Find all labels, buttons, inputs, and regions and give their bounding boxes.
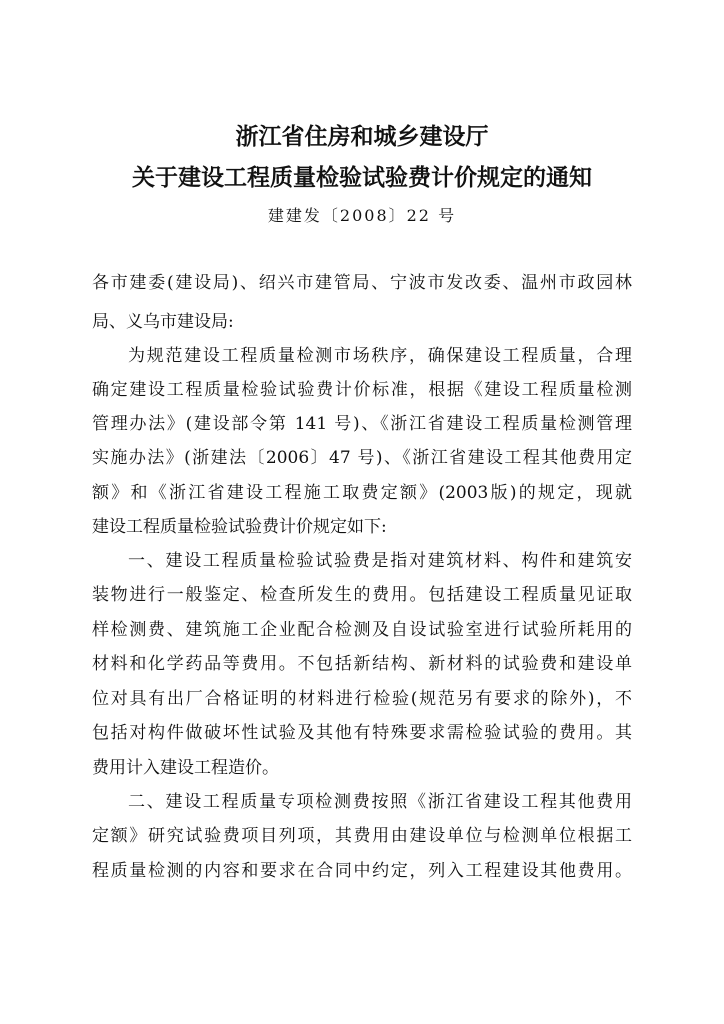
body-line: 确定建设工程质量检验试验费计价标准，根据《建设工程质量检测 [92, 380, 632, 400]
body-line: 一、建设工程质量检验试验费是指对建筑材料、构件和建筑安 [128, 551, 632, 571]
body-line: 二、建设工程质量专项检测费按照《浙江省建设工程其他费用 [128, 792, 632, 812]
document-title-line2: 关于建设工程质量检验试验费计价规定的通知 [132, 164, 592, 191]
body-line: 费用计入建设工程造价。 [92, 758, 279, 778]
body-line: 局、义乌市建设局: [92, 312, 234, 332]
body-line: 样检测费、建筑施工企业配合检测及自设试验室进行试验所耗用的 [92, 620, 632, 640]
body-line: 材料和化学药品等费用。不包括新结构、新材料的试验费和建设单 [92, 654, 632, 674]
body-line: 装物进行一般鉴定、检查所发生的费用。包括建设工程质量见证取 [92, 585, 632, 605]
document-number: 建建发〔2008〕22 号 [267, 206, 457, 225]
body-line: 建设工程质量检验试验费计价规定如下: [92, 517, 387, 537]
body-line: 管理办法》(建设部令第 141 号)、《浙江省建设工程质量检测管理 [92, 414, 632, 434]
body-line: 程质量检测的内容和要求在合同中约定，列入工程建设其他费用。 [92, 861, 632, 881]
body-line: 为规范建设工程质量检测市场秩序，确保建设工程质量，合理 [128, 346, 632, 366]
body-line: 实施办法》(浙建法〔2006〕47 号)、《浙江省建设工程其他费用定 [92, 448, 632, 468]
body-line: 包括对构件做破坏性试验及其他有特殊要求需检验试验的费用。其 [92, 723, 632, 743]
body-line: 额》和《浙江省建设工程施工取费定额》(2003版)的规定，现就 [92, 483, 632, 503]
body-line: 各市建委(建设局)、绍兴市建管局、宁波市发改委、温州市政园林 [92, 273, 632, 293]
body-line: 定额》研究试验费项目列项，其费用由建设单位与检测单位根据工 [92, 826, 632, 846]
document-title-line1: 浙江省住房和城乡建设厅 [235, 123, 489, 150]
body-line: 位对具有出厂合格证明的材料进行检验(规范另有要求的除外)，不 [92, 689, 632, 709]
